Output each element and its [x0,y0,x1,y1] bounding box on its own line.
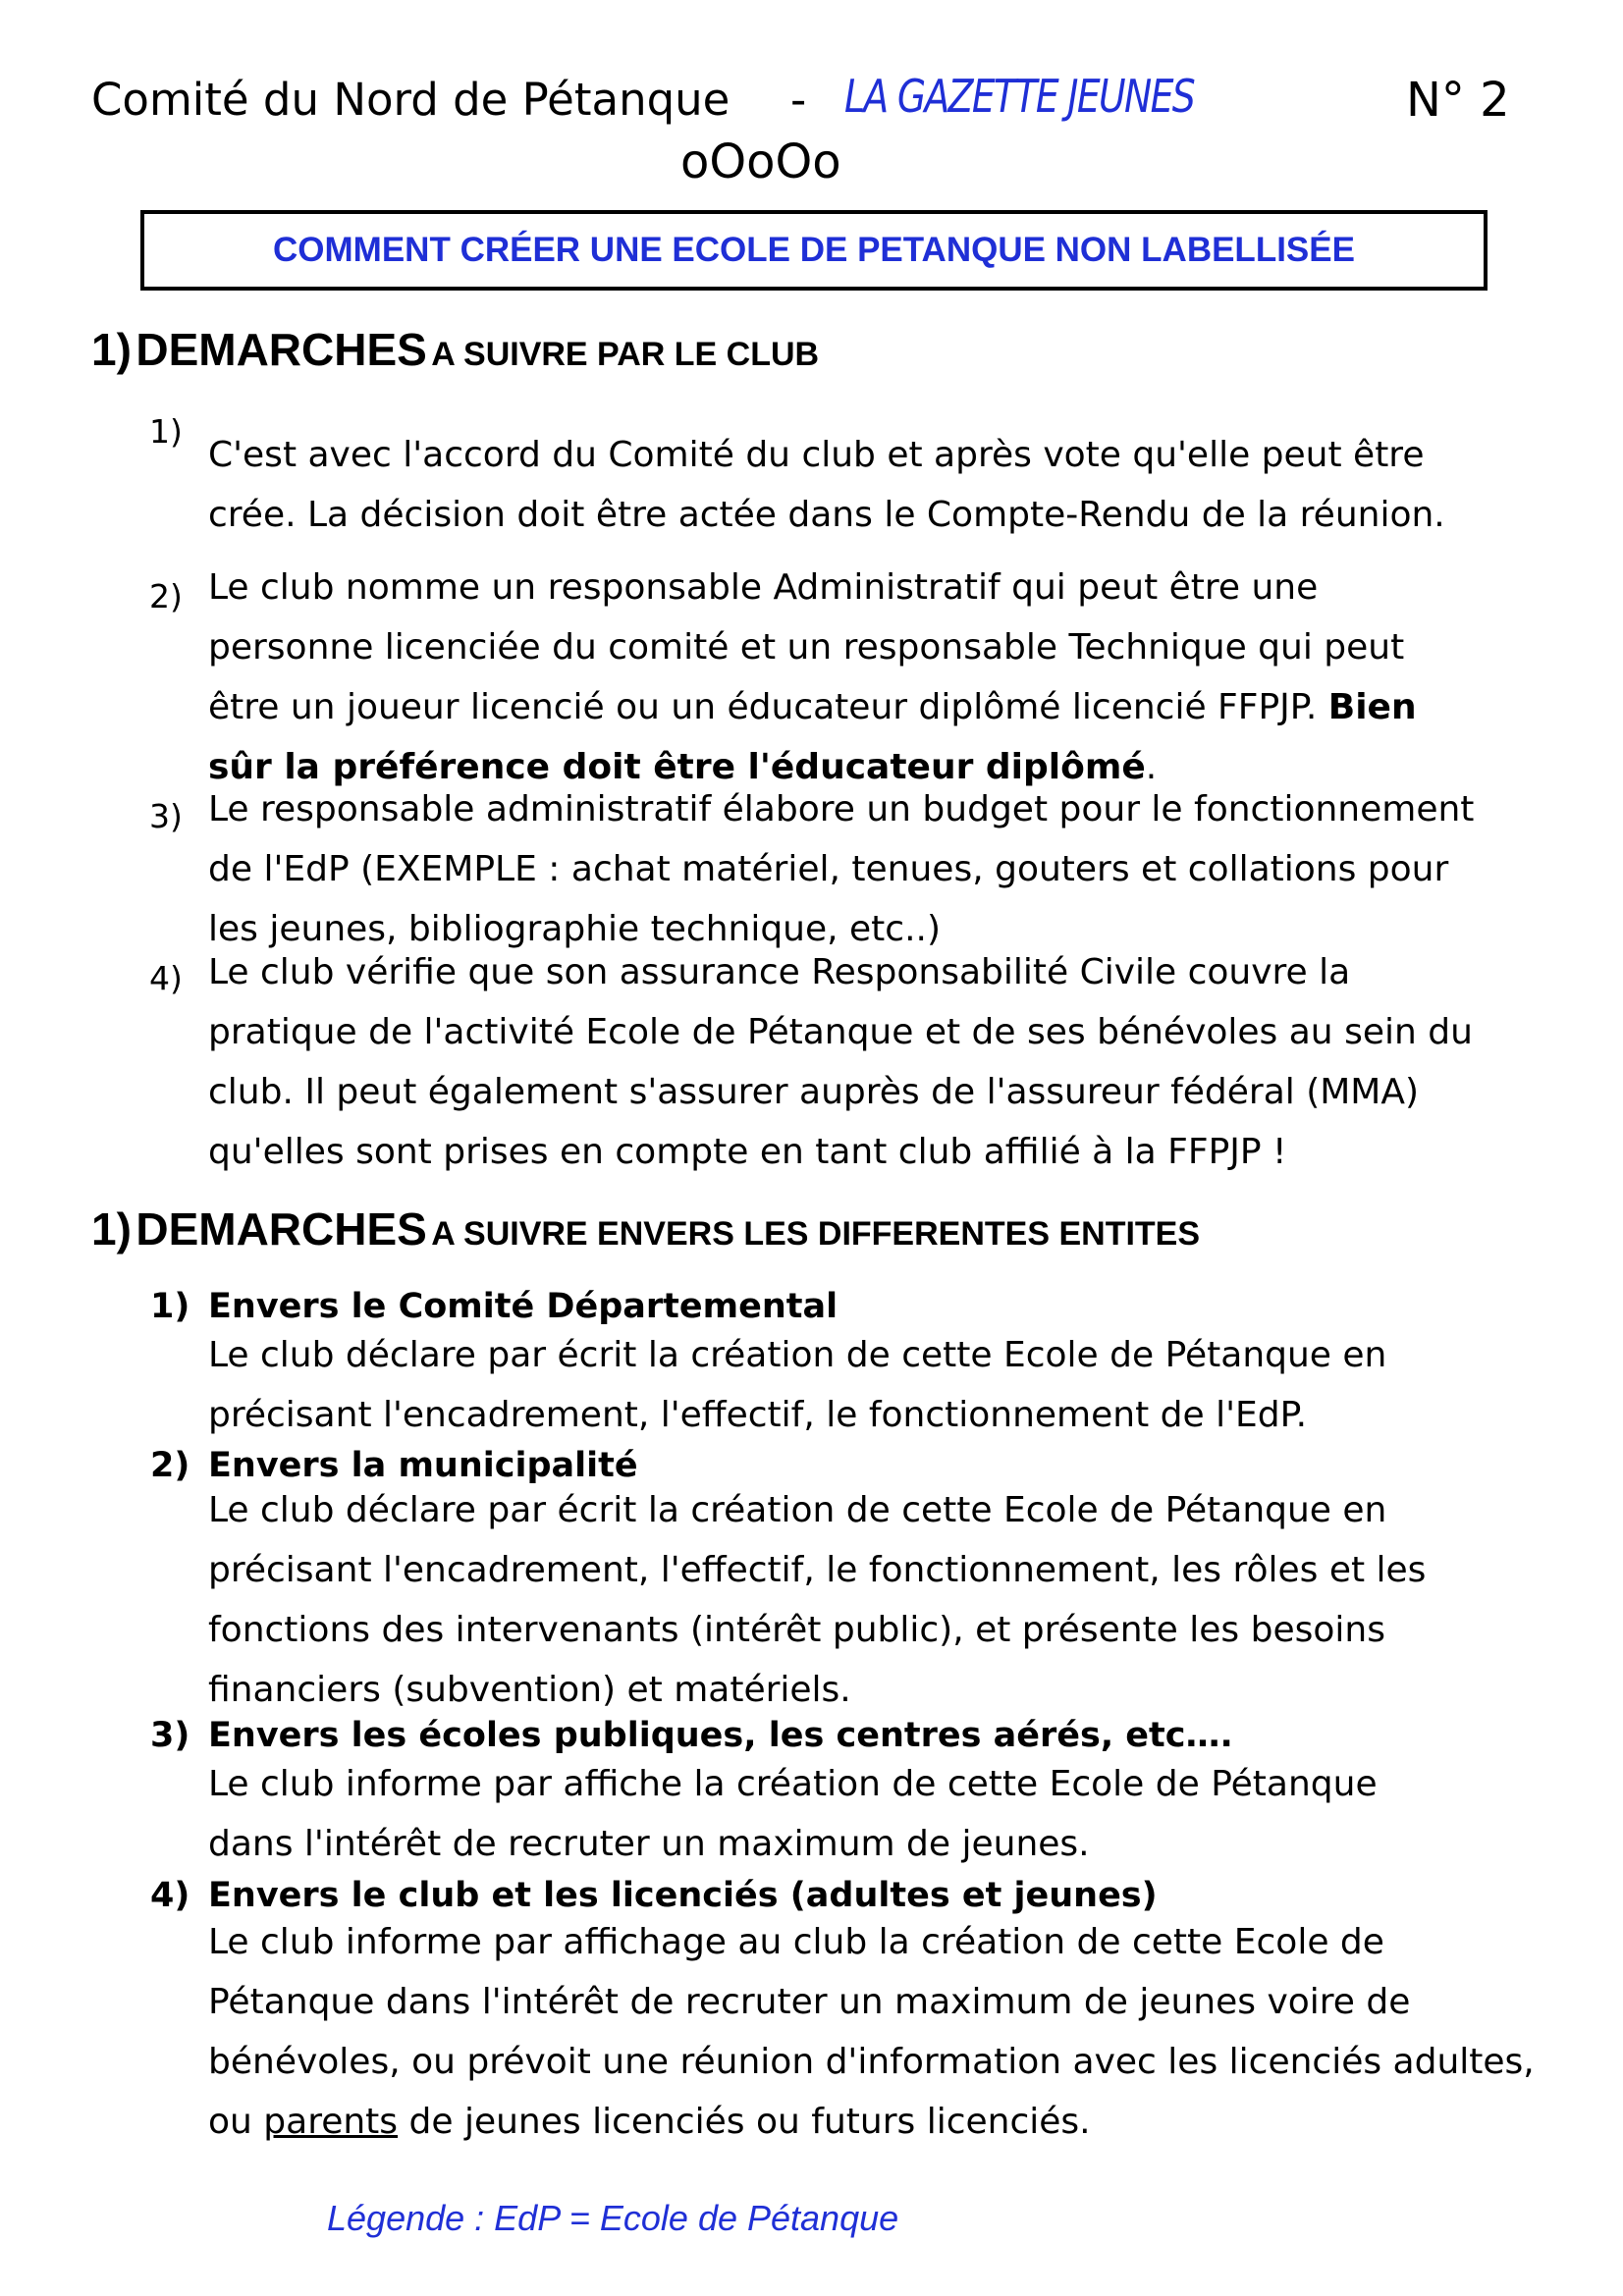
s1-item-4-line-1: Le club vérifie que son assurance Responsabilité Civile couvre la [208,952,1351,992]
s2-item-1-line-1: Le club déclare par écrit la création de cette Ecole de Pétanque en [208,1335,1387,1375]
s2-item-2-title: Envers la municipalité [208,1446,638,1485]
s1-item-2-end: . [1145,747,1158,787]
s1-item-4-number: 4) [149,959,183,997]
s2-item-3-line-1: Le club informe par affiche la création de cette Ecole de Pétanque [208,1764,1378,1804]
section-2-heading-sub: A SUIVRE ENVERS LES DIFFERENTES ENTITES [431,1215,1201,1253]
section-2-heading [91,1200,1200,1270]
s2-item-2-line-3: fonctions des intervenants (intérêt public), et présente les besoins [208,1610,1385,1650]
title-box [140,210,1488,291]
header-separator: - [790,74,807,126]
s2-item-4-line-4 [208,2092,1091,2152]
s2-item-2-line-4: financiers (subvention) et matériels. [208,1670,851,1710]
s2-item-4-line-1: Le club informe par affichage au club la création de cette Ecole de [208,1922,1384,1962]
s1-item-4-line-2: pratique de l'activité Ecole de Pétanque et de ses bénévoles au sein du [208,1012,1473,1052]
s2-item-4-last-prefix: ou [208,2102,264,2142]
organization-name: Comité du Nord de Pétanque [91,74,730,126]
s1-item-2-number: 2) [149,577,183,615]
s1-item-2-line-2: personne licenciée du comité et un responsable Technique qui peut [208,627,1405,667]
section-2-number: 1) [91,1203,132,1255]
s2-item-4-line-2: Pétanque dans l'intérêt de recruter un maximum de jeunes voire de [208,1982,1411,2022]
s1-item-4-line-4: qu'elles sont prises en compte en tant club affilié à la FFPJP ! [208,1132,1287,1172]
section-1-number: 1) [91,324,132,375]
s1-item-3-line-3: les jeunes, bibliographie technique, etc..) [208,909,942,949]
s2-item-3-number: 3) [150,1716,190,1755]
section-1-heading-sub: A SUIVRE PAR LE CLUB [431,336,820,373]
s1-item-3-line-1: Le responsable administratif élabore un budget pour le fonctionnement [208,789,1475,829]
s1-item-1-line-2: crée. La décision doit être actée dans le Compte-Rendu de la réunion. [208,495,1445,535]
section-1-heading [91,320,819,391]
s2-item-4-last-suffix: de jeunes licenciés ou futurs licenciés. [398,2102,1091,2142]
s1-item-4-line-3: club. Il peut également s'assurer auprès de l'assureur fédéral (MMA) [208,1072,1420,1112]
s2-item-4-number: 4) [150,1876,190,1915]
s2-item-4-line-3: bénévoles, ou prévoit une réunion d'information avec les licenciés adultes, [208,2042,1535,2082]
s2-item-2-number: 2) [150,1446,190,1485]
legend: Légende : EdP = Ecole de Pétanque [327,2198,899,2238]
s2-item-1-line-2: précisant l'encadrement, l'effectif, le fonctionnement de l'EdP. [208,1395,1308,1435]
s1-item-3-line-2: de l'EdP (EXEMPLE : achat matériel, tenues, gouters et collations pour [208,849,1449,889]
s1-item-2-line-3-text: être un joueur licencié ou un éducateur diplômé licencié FFPJP. [208,687,1318,727]
page-title: COMMENT CRÉER UNE ECOLE DE PETANQUE NON LABELLISÉE [273,231,1355,269]
s1-item-3-number: 3) [149,797,183,835]
s2-item-3-title: Envers les écoles publiques, les centres aérés, etc…. [208,1716,1233,1755]
s1-item-2-line-1: Le club nomme un responsable Administratif qui peut être une [208,567,1319,608]
s1-item-1-line-1: C'est avec l'accord du Comité du club et après vote qu'elle peut être [208,435,1425,475]
s1-item-2-bold-a: Bien [1327,687,1417,727]
publication-title: LA GAZETTE JEUNES [844,70,1195,123]
s2-item-4-underlined-word: parents [263,2102,399,2142]
section-1-heading-main: DEMARCHES [135,324,427,375]
s2-item-2-line-2: précisant l'encadrement, l'effectif, le fonctionnement, les rôles et les [208,1550,1427,1590]
s2-item-1-title: Envers le Comité Départemental [208,1287,839,1326]
s1-item-2-line-3 [208,677,1417,737]
section-2-heading-main: DEMARCHES [135,1203,427,1255]
issue-number: N° 2 [1406,73,1510,128]
ornament: oOoOo [680,134,841,189]
s2-item-2-line-1: Le club déclare par écrit la création de cette Ecole de Pétanque en [208,1490,1387,1530]
s1-item-1-number: 1) [149,412,183,451]
s2-item-3-line-2: dans l'intérêt de recruter un maximum de jeunes. [208,1824,1090,1864]
s1-item-2-bold-b: sûr la préférence doit être l'éducateur diplômé [208,747,1146,787]
s2-item-4-title: Envers le club et les licenciés (adultes et jeunes) [208,1876,1158,1915]
s2-item-1-number: 1) [150,1287,190,1326]
